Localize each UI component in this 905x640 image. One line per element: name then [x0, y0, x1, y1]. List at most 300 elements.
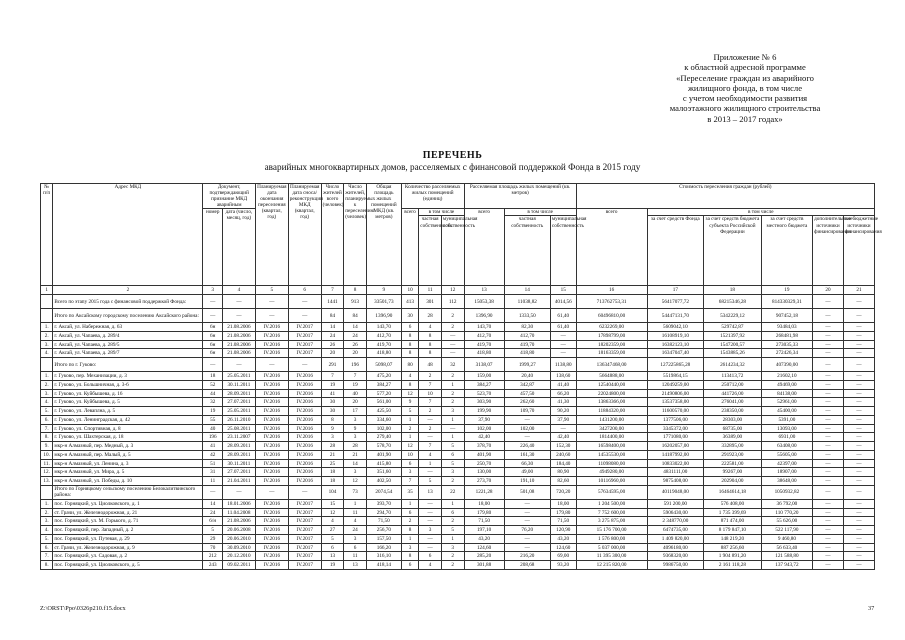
table-cell: —	[550, 340, 576, 349]
row-number-cell: 8.	[41, 561, 53, 570]
table-cell: 13863366,00	[576, 398, 647, 407]
column-index-cell: 15	[550, 286, 576, 295]
table-cell: 13	[344, 561, 367, 570]
appendix-line: малоэтажного жилищного строительства	[669, 103, 821, 114]
table-body	[41, 286, 875, 570]
table-cell: 1431200,00	[576, 415, 647, 424]
table-cell: 199,90	[464, 407, 504, 416]
table-cell: 1521397,92	[704, 331, 762, 340]
table-cell: —	[813, 331, 844, 340]
row-number-cell	[41, 485, 53, 499]
table-cell: 24	[344, 331, 367, 340]
table-cell: 6232269,00	[576, 323, 647, 332]
table-cell: 5	[203, 526, 223, 535]
column-index-cell: 11	[419, 286, 442, 295]
table-cell: 28.09.2011	[222, 450, 255, 459]
table-cell: —	[843, 517, 874, 526]
column-index-cell: 5	[255, 286, 288, 295]
row-number-cell: 8.	[41, 433, 53, 442]
table-cell: 5098,07	[366, 358, 401, 372]
table-cell: 26	[344, 340, 367, 349]
table-cell: 84138,00	[761, 389, 812, 398]
table-cell: 30.11.2011	[222, 459, 255, 468]
table-cell: 28	[344, 442, 367, 451]
table-cell: IV.2016	[255, 543, 288, 552]
table-cell: 222581,00	[704, 459, 762, 468]
table-cell: 2	[441, 552, 464, 561]
table-cell: 40	[203, 424, 223, 433]
table-cell: IV.2017	[288, 331, 321, 340]
table-cell: 124,60	[464, 543, 504, 552]
header-rooms-total: всего	[401, 209, 418, 286]
table-cell: 14	[344, 459, 367, 468]
table-cell: 42,40	[464, 433, 504, 442]
table-cell: 6н	[203, 331, 223, 340]
table-cell: 37,90	[464, 415, 504, 424]
address-cell: г. Гуково, ул. Куйбышева, д. 5	[53, 398, 203, 407]
table-cell: —	[813, 543, 844, 552]
table-cell: 18202359,00	[576, 340, 647, 349]
table-cell: 5 037 000,00	[576, 543, 647, 552]
table-cell: IV.2016	[288, 389, 321, 398]
table-cell: 21.08.2006	[222, 349, 255, 358]
table-cell: 418,14	[366, 561, 401, 570]
table-cell: 5	[321, 534, 344, 543]
table-cell: 18.01.2006	[222, 499, 255, 508]
table-cell: —	[813, 424, 844, 433]
appendix-line: с учетом необходимости развития	[682, 93, 808, 104]
table-cell: 12540440,00	[576, 380, 647, 389]
table-cell: IV.2016	[288, 477, 321, 486]
table-cell: 250712,00	[704, 380, 762, 389]
table-cell: 2074,54	[366, 485, 401, 499]
table-cell: 49,00	[504, 468, 550, 477]
table-row	[41, 477, 875, 486]
table-cell: —	[813, 468, 844, 477]
table-cell: 342,87	[504, 380, 550, 389]
address-cell: г. Аксай, ул. Чапаева, д. 289/5	[53, 340, 203, 349]
table-cell: 3	[419, 526, 442, 535]
table-cell: —	[419, 499, 442, 508]
table-cell: 82,30	[504, 323, 550, 332]
table-cell: 45400,00	[761, 407, 812, 416]
table-cell: 291	[321, 358, 344, 372]
table-cell: 102,00	[504, 424, 550, 433]
column-index-cell: 19	[761, 286, 812, 295]
table-cell: 66,30	[504, 459, 550, 468]
table-cell: 1138,80	[550, 358, 576, 372]
table-cell: 69,00	[550, 552, 576, 561]
table-cell: 1	[441, 380, 464, 389]
table-cell: IV.2016	[255, 424, 288, 433]
table-cell: 40	[344, 389, 367, 398]
table-cell: 14535530,00	[576, 450, 647, 459]
table-cell: 1	[401, 415, 418, 424]
subtotal-row	[41, 485, 875, 499]
table-cell: 10	[419, 389, 442, 398]
table-cell: 21	[344, 450, 367, 459]
table-cell: 316,10	[366, 552, 401, 561]
table-cell: 12	[344, 477, 367, 486]
table-cell: 25	[321, 459, 344, 468]
table-cell: 52	[203, 380, 223, 389]
table-cell: 1	[401, 433, 418, 442]
table-cell: 8	[401, 380, 418, 389]
table-cell: 1 204 500,00	[576, 499, 647, 508]
table-cell: 56 633,40	[761, 543, 812, 552]
table-cell: 9986750,00	[647, 561, 704, 570]
address-cell: мкр-н Алмазный, пер. Медный, д. 3	[53, 442, 203, 451]
table-cell: 17898799,00	[576, 331, 647, 340]
table-cell: 576 408,00	[704, 499, 762, 508]
table-cell: IV.2016	[255, 380, 288, 389]
table-cell: 2 348770,00	[647, 517, 704, 526]
table-cell: 8	[401, 340, 418, 349]
header-total-area: Общая площадь жилых помещений МКД (кв. метров)	[366, 184, 401, 286]
table-cell: 12	[401, 389, 418, 398]
header-residents-planned: Число жителей, планируемых к переселению (человек)	[344, 184, 367, 286]
table-row	[41, 424, 875, 433]
table-cell: —	[419, 433, 442, 442]
table-cell: 13537358,00	[647, 398, 704, 407]
table-cell: 28	[321, 442, 344, 451]
table-cell: 104	[321, 485, 344, 499]
table-cell: 4	[419, 323, 442, 332]
table-cell: 68735,00	[704, 424, 762, 433]
address-cell: пос. Горняцкий, ул. Циолковского, д. 1	[53, 499, 203, 508]
table-cell: 30.11.2011	[222, 380, 255, 389]
table-cell: 120,90	[550, 526, 576, 535]
table-cell: 19	[344, 380, 367, 389]
table-cell: IV.2017	[288, 499, 321, 508]
table-cell: 6	[441, 508, 464, 517]
table-cell: 5906430,00	[647, 508, 704, 517]
table-cell: 11038,82	[504, 295, 550, 309]
table-cell: 301	[419, 295, 442, 309]
table-cell: 148 219,20	[704, 534, 762, 543]
table-cell: 18	[203, 372, 223, 381]
table-cell: 23.11.2007	[222, 433, 255, 442]
table-cell: 19	[203, 407, 223, 416]
table-cell: —	[843, 295, 874, 309]
table-cell: 6/н	[203, 517, 223, 526]
table-cell: 4096180,00	[647, 543, 704, 552]
table-cell: 20,40	[504, 372, 550, 381]
table-cell: 2	[401, 517, 418, 526]
row-number-cell: 4.	[41, 398, 53, 407]
table-cell: IV.2016	[288, 372, 321, 381]
table-cell: —	[843, 380, 874, 389]
table-cell: IV.2016	[255, 561, 288, 570]
header-cost-fund: за счет средств Фонда	[647, 216, 704, 286]
row-number-cell: 7.	[41, 424, 53, 433]
table-cell: 15	[321, 499, 344, 508]
table-cell: 143,70	[464, 323, 504, 332]
table-cell: 109,70	[504, 407, 550, 416]
table-cell: 25.05.2011	[222, 372, 255, 381]
table-cell: 9875408,00	[647, 477, 704, 486]
address-cell: Всего по этапу 2015 года с финансовой поддержкой Фонда:	[53, 295, 203, 309]
table-cell: 37,90	[550, 415, 576, 424]
table-cell: 303,90	[464, 398, 504, 407]
column-index-cell: 21	[843, 286, 874, 295]
column-index-cell: 9	[366, 286, 401, 295]
table-cell: 11884320,00	[576, 407, 647, 416]
table-cell: 8	[419, 331, 442, 340]
header-area-municipal: муниципальная собственность	[550, 216, 576, 286]
table-cell: 157,50	[366, 534, 401, 543]
table-cell: —	[813, 340, 844, 349]
table-cell: —	[504, 508, 550, 517]
header-cost-total: всего	[576, 209, 647, 286]
table-row	[41, 372, 875, 381]
row-number-cell: 4.	[41, 526, 53, 535]
table-cell: 907452,18	[761, 309, 812, 323]
table-cell: IV.2017	[288, 340, 321, 349]
table-cell: 12	[321, 508, 344, 517]
header-residents: Число жителей всего (человек)	[321, 184, 344, 286]
table-cell: —	[843, 424, 874, 433]
table-cell: 113413,72	[704, 372, 762, 381]
table-cell: 68215346,28	[704, 295, 762, 309]
address-cell: г. Гуково, ул. Шахтерская, д. 18	[53, 433, 203, 442]
table-cell: —	[504, 499, 550, 508]
table-cell: —	[222, 295, 255, 309]
table-cell: IV.2016	[288, 424, 321, 433]
table-cell: IV.2016	[255, 499, 288, 508]
row-number-cell: 6.	[41, 543, 53, 552]
table-cell: 475,20	[366, 372, 401, 381]
table-cell: 1	[441, 415, 464, 424]
table-cell: 41	[203, 442, 223, 451]
table-cell: 6474735,00	[647, 526, 704, 535]
table-cell: —	[813, 372, 844, 381]
table-cell: 12 215 820,00	[576, 561, 647, 570]
table-cell: 1771080,00	[647, 433, 704, 442]
table-cell: 36389,00	[704, 433, 762, 442]
table-cell: 121 588,80	[761, 552, 812, 561]
header-planned-demolish: Планируемая дата сноса/реконструкции МКД (квартал, год)	[288, 184, 321, 286]
table-cell: 351,60	[366, 468, 401, 477]
table-cell: 5342229,12	[704, 309, 762, 323]
table-cell: 11600570,00	[647, 407, 704, 416]
column-index-cell: 17	[647, 286, 704, 295]
table-cell: 5	[441, 459, 464, 468]
table-cell: 1377506,00	[647, 415, 704, 424]
table-cell: 1221,28	[464, 485, 504, 499]
table-cell: 3	[344, 433, 367, 442]
table-cell: 2	[441, 309, 464, 323]
table-cell: —	[813, 561, 844, 570]
table-cell: 1 576 800,00	[576, 534, 647, 543]
row-number-cell: 2.	[41, 331, 53, 340]
table-cell: —	[255, 485, 288, 499]
table-cell: 3427200,00	[576, 424, 647, 433]
column-index-cell: 1	[41, 286, 53, 295]
row-number-cell: 10.	[41, 450, 53, 459]
table-cell: 71,50	[464, 517, 504, 526]
table-cell: 3 275 875,00	[576, 517, 647, 526]
table-row	[41, 534, 875, 543]
table-cell: IV.2016	[255, 398, 288, 407]
table-cell: 523,70	[464, 389, 504, 398]
table-cell: 4949280,00	[576, 468, 647, 477]
table-cell: —	[441, 331, 464, 340]
table-cell: 20.06.2010	[222, 534, 255, 543]
table-cell: 4	[401, 372, 418, 381]
table-cell: 8	[401, 526, 418, 535]
table-cell: 71,50	[550, 517, 576, 526]
table-cell: 16464614,18	[704, 485, 762, 499]
table-cell: 216,20	[504, 552, 550, 561]
table-cell: 384,27	[464, 380, 504, 389]
address-cell: г. Гуково, ул. Леваплна, д. 5	[53, 407, 203, 416]
table-cell: 720,20	[550, 485, 576, 499]
table-cell: 30.09.2010	[222, 543, 255, 552]
appendix-line: к областной адресной программе	[684, 62, 806, 73]
table-cell: 27.07.2011	[222, 398, 255, 407]
table-cell: IV.2017	[288, 323, 321, 332]
table-cell: 8	[401, 552, 418, 561]
table-cell: —	[843, 552, 874, 561]
table-cell: —	[288, 485, 321, 499]
table-cell: —	[813, 358, 844, 372]
table-row	[41, 508, 875, 517]
table-row	[41, 442, 875, 451]
table-row	[41, 517, 875, 526]
table-cell: 7	[419, 398, 442, 407]
table-cell: —	[419, 468, 442, 477]
table-cell: —	[843, 415, 874, 424]
table-row	[41, 468, 875, 477]
table-cell: —	[813, 323, 844, 332]
table-cell: 54447131,70	[647, 309, 704, 323]
table-cell: —	[843, 340, 874, 349]
table-cell: 18163359,00	[576, 349, 647, 358]
table-cell: 17	[344, 407, 367, 416]
table-cell: IV.2016	[255, 508, 288, 517]
header-rooms-incl: в том числе	[419, 209, 464, 216]
table-cell: —	[843, 372, 874, 381]
table-cell: 159,00	[464, 372, 504, 381]
table-cell: —	[550, 349, 576, 358]
table-cell: 1	[441, 433, 464, 442]
table-cell: 9	[401, 398, 418, 407]
table-cell: IV.2016	[255, 372, 288, 381]
row-number-cell: 13.	[41, 477, 53, 486]
column-index-cell: 14	[504, 286, 550, 295]
table-cell: 393,70	[366, 499, 401, 508]
table-cell: 127225865,28	[647, 358, 704, 372]
table-cell: 30	[401, 309, 418, 323]
table-cell: 407390,00	[761, 358, 812, 372]
table-cell: 401,90	[464, 450, 504, 459]
table-cell: 256,70	[366, 526, 401, 535]
address-cell: г. Аксай, ул. Чапаева, д. 289/4	[53, 331, 203, 340]
header-rooms-municipal: муниципальная собственность	[441, 216, 464, 286]
table-cell: 13	[419, 485, 442, 499]
table-cell: —	[504, 433, 550, 442]
table-cell: 2	[441, 561, 464, 570]
row-number-cell: 5.	[41, 407, 53, 416]
table-cell: 250,70	[464, 459, 504, 468]
table-cell: 18,00	[550, 499, 576, 508]
table-cell: 5	[441, 526, 464, 535]
table-cell: —	[813, 309, 844, 323]
address-cell: пос. Горняцкий, ул. Садовая, д. 2	[53, 552, 203, 561]
table-cell: 212	[203, 552, 223, 561]
table-cell: —	[843, 477, 874, 486]
table-cell: 334,60	[366, 415, 401, 424]
table-cell: 20.12.2010	[222, 552, 255, 561]
table-cell: 22024800,00	[576, 389, 647, 398]
table-cell: 20	[344, 398, 367, 407]
table-cell: 415,80	[366, 459, 401, 468]
table-cell: 240,60	[550, 450, 576, 459]
table-cell: 1441	[321, 295, 344, 309]
table-cell: IV.2017	[288, 349, 321, 358]
table-cell: 2	[441, 517, 464, 526]
address-cell: мкр-н Алмазный, ул. Победы, д. 10	[53, 477, 203, 486]
table-cell: 33501,73	[366, 295, 401, 309]
column-index-cell: 7	[321, 286, 344, 295]
table-cell: 28	[419, 309, 442, 323]
table-cell: 21.08.2006	[222, 517, 255, 526]
table-cell: 8	[419, 340, 442, 349]
table-cell: —	[813, 499, 844, 508]
header-cost: Стоимость переселения граждан (рублей)	[576, 184, 874, 209]
table-cell: —	[441, 424, 464, 433]
header-planned-resettle: Планируемая дата окончания переселения (квартал, год)	[255, 184, 288, 286]
table-cell: IV.2016	[255, 407, 288, 416]
table-cell: 1 735 399,69	[704, 508, 762, 517]
table-cell: IV.2017	[288, 543, 321, 552]
table-cell: —	[255, 309, 288, 323]
table-cell: 1 904 891,20	[704, 552, 762, 561]
table-cell: 4	[419, 561, 442, 570]
table-cell: —	[843, 485, 874, 499]
table-cell: IV.2017	[288, 508, 321, 517]
table-cell: 80,90	[550, 468, 576, 477]
table-cell: 3	[441, 468, 464, 477]
address-cell: мкр-н Алмазный, пер. Малый, д. 5	[53, 450, 203, 459]
table-cell: —	[222, 358, 255, 372]
table-cell: —	[843, 508, 874, 517]
table-cell: 82,60	[550, 477, 576, 486]
table-cell: IV.2016	[255, 552, 288, 561]
table-cell: 8	[321, 415, 344, 424]
table-cell: 61,40	[550, 309, 576, 323]
table-cell: 14187992,00	[647, 450, 704, 459]
table-cell: IV.2016	[255, 415, 288, 424]
table-cell: —	[843, 543, 874, 552]
table-cell: 36 792,00	[761, 499, 812, 508]
table-cell: 6	[441, 450, 464, 459]
table-cell: 9 460,80	[761, 534, 812, 543]
table-row	[41, 499, 875, 508]
table-cell: IV.2016	[288, 380, 321, 389]
table-cell: 184,40	[550, 459, 576, 468]
table-cell: 3138,07	[464, 358, 504, 372]
table-cell: —	[222, 485, 255, 499]
table-cell: 16598400,00	[576, 442, 647, 451]
table-cell: 18	[321, 468, 344, 477]
table-cell: 112	[441, 295, 464, 309]
table-cell: —	[843, 323, 874, 332]
table-cell: 70	[203, 543, 223, 552]
table-cell: 4014,56	[550, 295, 576, 309]
table-cell: 591 200,00	[647, 499, 704, 508]
